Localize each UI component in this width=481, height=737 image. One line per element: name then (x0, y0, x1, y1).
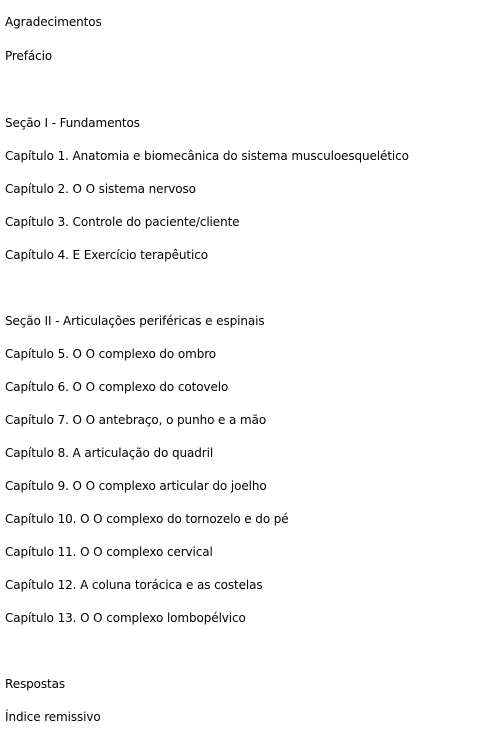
toc-entry-chapter-13[interactable]: Capítulo 13. O O complexo lombopélvico (5, 611, 246, 625)
toc-entry-chapter-10[interactable]: Capítulo 10. O O complexo do tornozelo e do pé (5, 512, 289, 526)
toc-entry-indice-remissivo[interactable]: Índice remissivo (5, 710, 101, 724)
toc-entry-chapter-5[interactable]: Capítulo 5. O O complexo do ombro (5, 347, 217, 361)
toc-entry-chapter-7[interactable]: Capítulo 7. O O antebraço, o punho e a mão (5, 413, 267, 427)
toc-entry-chapter-12[interactable]: Capítulo 12. A coluna torácica e as costelas (5, 578, 263, 592)
toc-entry-chapter-11[interactable]: Capítulo 11. O O complexo cervical (5, 545, 213, 559)
toc-entry-chapter-9[interactable]: Capítulo 9. O O complexo articular do joelho (5, 479, 267, 493)
toc-entry-respostas[interactable]: Respostas (5, 677, 66, 691)
toc-entry-chapter-3[interactable]: Capítulo 3. Controle do paciente/cliente (5, 215, 240, 229)
toc-entry-chapter-2[interactable]: Capítulo 2. O O sistema nervoso (5, 182, 196, 196)
toc-entry-prefacio[interactable]: Prefácio (5, 49, 53, 63)
section-heading-1: Seção I - Fundamentos (5, 116, 140, 130)
toc-entry-chapter-6[interactable]: Capítulo 6. O O complexo do cotovelo (5, 380, 229, 394)
section-heading-2: Seção II - Articulações periféricas e espinais (5, 314, 265, 328)
toc-entry-chapter-4[interactable]: Capítulo 4. E Exercício terapêutico (5, 248, 208, 262)
toc-entry-chapter-8[interactable]: Capítulo 8. A articulação do quadril (5, 446, 214, 460)
toc-entry-agradecimentos[interactable]: Agradecimentos (5, 15, 102, 29)
toc-entry-chapter-1[interactable]: Capítulo 1. Anatomia e biomecânica do sistema musculoesquelético (5, 149, 409, 163)
